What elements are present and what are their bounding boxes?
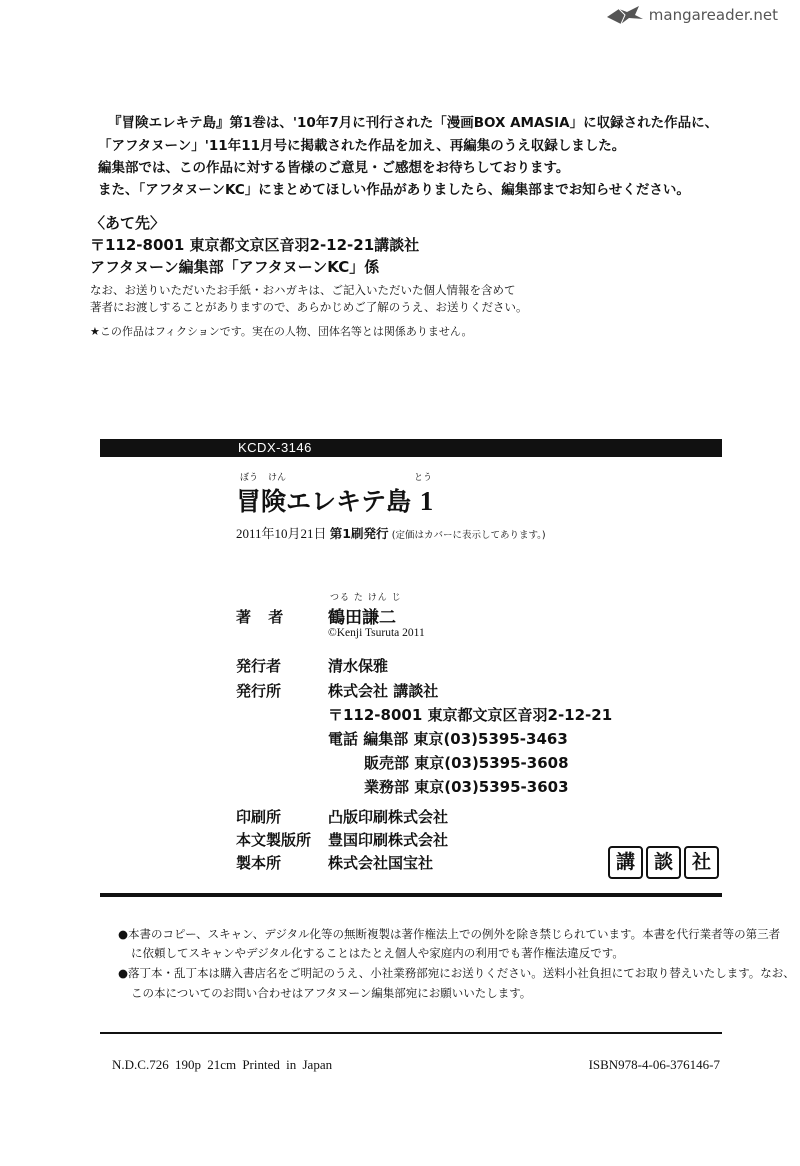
intro-line-3: 編集部では、この作品に対する皆様のご意見・ご感想をお待ちしております。 [98, 160, 570, 176]
divider-thick [100, 893, 722, 897]
address-line-1: 〒112-8001 東京都文京区音羽2-12-21講談社 [90, 236, 420, 254]
legal-line-4: この本についてのお問い合わせはアフタヌーン編集部宛にお願いいたします。 [131, 986, 532, 1000]
copyright: ©Kenji Tsuruta 2011 [328, 627, 425, 639]
publisher-label: 発行所 [236, 682, 282, 700]
divider-thin [100, 1032, 722, 1034]
author-name: 鶴田謙二 [328, 608, 396, 628]
footer-classification: N.D.C.726 190p 21cm Printed in Japan [112, 1057, 333, 1072]
title-ruby-bou: ぼう [240, 473, 259, 483]
legal-line-2: に依頼してスキャンやデジタル化することはたとえ個人や家庭内の利用でも著作権法違反です。 [131, 946, 624, 960]
printer-name: 凸版印刷株式会社 [328, 808, 449, 826]
watermark-text: mangareader.net [648, 6, 778, 24]
publication-date-line [236, 523, 546, 542]
binder-name: 株式会社国宝社 [328, 854, 434, 872]
title-ruby-tou: とう [414, 473, 433, 483]
ninja-logo-icon [605, 3, 645, 27]
typesetter-label: 本文製版所 [236, 831, 312, 849]
legal-line-3: ●落丁本・乱丁本は購入書店名をご明記のうえ、小社業務部宛にお送りください。送料小社負担にてお取り替えいたします。なお、 [118, 966, 795, 980]
isbn: ISBN978-4-06-376146-7 [588, 1057, 720, 1072]
legal-line-1: ●本書のコピー、スキャン、デジタル化等の無断複製は著作権法上での例外を除き禁じられています。本書を代行業者等の第三者 [118, 927, 781, 941]
author-ruby: つる た けん じ [330, 593, 402, 603]
edition: 第1刷発行 [329, 526, 389, 541]
book-title-main: 冒険エレキテ島 [236, 487, 412, 516]
binder-label: 製本所 [236, 854, 282, 872]
fiction-note: ★この作品はフィクションです。実在の人物、団体名等とは関係ありません。 [90, 325, 473, 338]
publication-date: 2011年10月21日 [236, 526, 327, 541]
product-code: KCDX-3146 [238, 440, 312, 455]
address-line-2: アフタヌーン編集部「アフタヌーンKC」係 [90, 258, 380, 276]
price-note: (定価はカバーに表示してあります。) [391, 530, 546, 541]
privacy-note-line-1: なお、お送りいただいたお手紙・おハガキは、ご記入いただいた個人情報を含めて [90, 283, 516, 297]
phone-business: 業務部 東京(03)5395-3603 [364, 778, 569, 796]
intro-line-2: 「アフタヌーン」'11年11月号に掲載された作品を加え、再編集のうえ収録しました。 [98, 138, 626, 154]
intro-line-4: また、「アフタヌーンKC」にまとめてほしい作品がありましたら、編集部までお知らせください。 [98, 182, 690, 198]
phone-editorial: 電話 編集部 東京(03)5395-3463 [328, 730, 568, 748]
printer-label: 印刷所 [236, 808, 282, 826]
stamp-char-1: 講 [608, 846, 643, 879]
publisher-person: 清水保雅 [328, 657, 389, 675]
stamp-char-2: 談 [646, 846, 681, 879]
privacy-note-line-2: 著者にお渡しすることがありますので、あらかじめご了解のうえ、お送りください。 [90, 300, 528, 314]
publisher-name: 株式会社 講談社 [328, 682, 439, 700]
watermark [605, 3, 778, 27]
author-label: 著 者 [236, 608, 290, 626]
kodansha-stamp [608, 846, 719, 879]
intro-line-1: 『冒険エレキテ島』第1巻は、'10年7月に刊行された「漫画BOX AMASIA」に収録された作品に、 [108, 115, 719, 131]
book-title [236, 482, 433, 518]
phone-sales: 販売部 東京(03)5395-3608 [364, 754, 569, 772]
stamp-char-3: 社 [684, 846, 719, 879]
typesetter-name: 豊国印刷株式会社 [328, 831, 449, 849]
code-banner [100, 439, 722, 457]
publisher-person-label: 発行者 [236, 657, 282, 675]
publisher-address: 〒112-8001 東京都文京区音羽2-12-21 [328, 706, 613, 724]
title-ruby-ken: けん [268, 473, 287, 483]
volume-number: 1 [419, 486, 434, 516]
address-heading: 〈あて先〉 [90, 214, 166, 232]
